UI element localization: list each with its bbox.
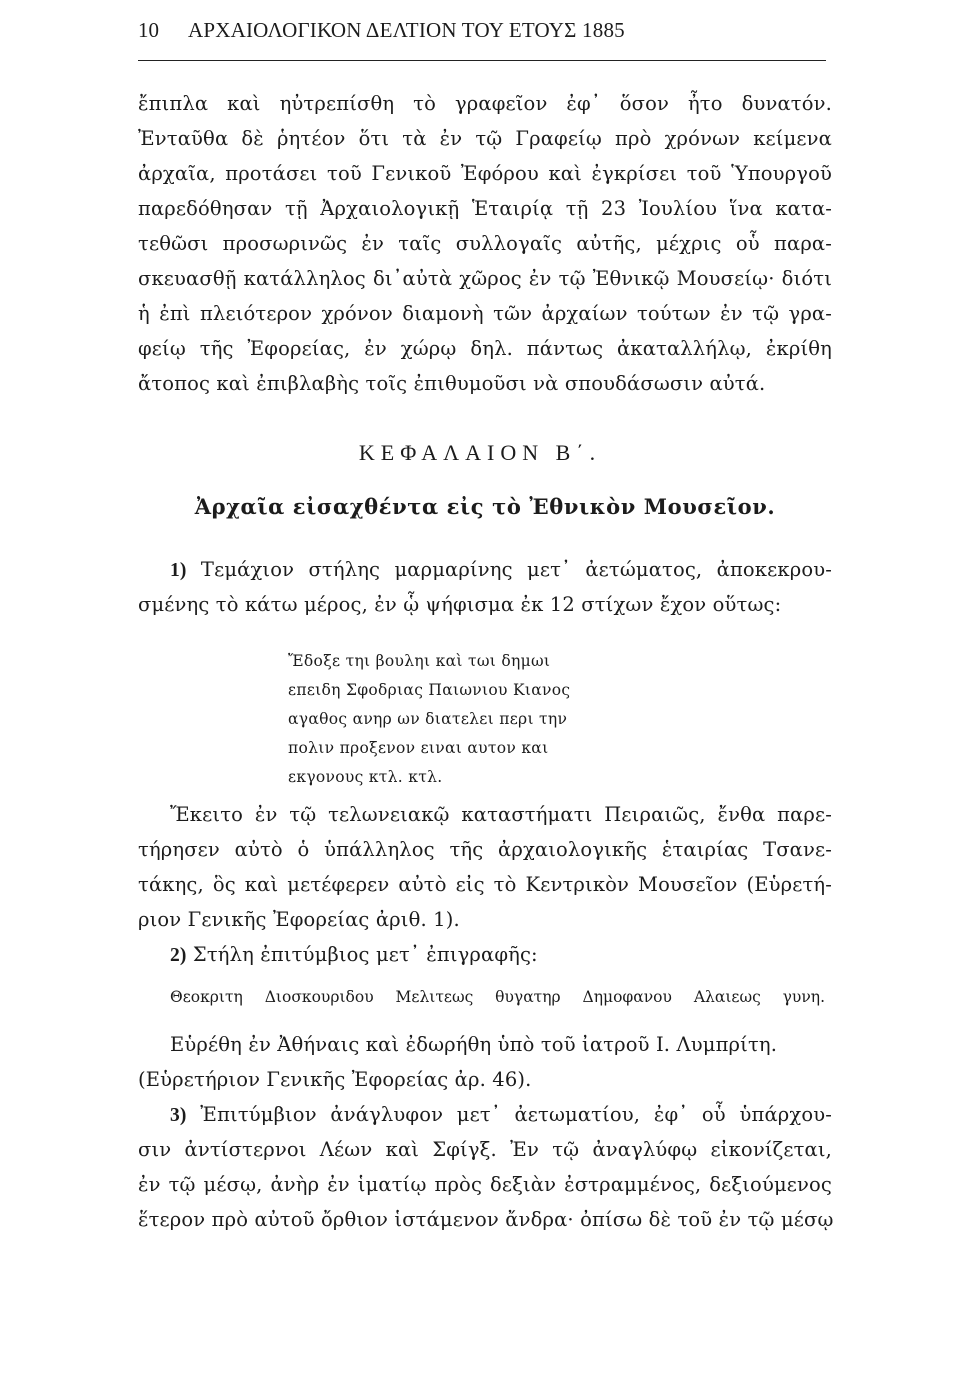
item-2-number: 2) [170,945,187,966]
inscription-line: Ἔδοξε τηι βουληι καὶ τωι δημωι [288,652,551,670]
item-3-number: 3) [170,1105,187,1126]
note-line: τάκης, ὃς καὶ μετέφερεν αὐτὸ εἰς τὸ Κεντρικὸν Μουσεῖον (Εὑρετή- [138,873,832,896]
text-line: ἀρχαῖα, προτάσει τοῦ Γενικοῦ Ἐφόρου καὶ ἐγκρίσει τοῦ Ὑπουργοῦ [138,162,832,185]
inscription-line: εκγονους κτλ. κτλ. [288,768,443,786]
item-2-text: Στήλη ἐπιτύμβιος μετ᾽ ἐπιγραφῆς: [192,943,538,966]
text-line: τεθῶσι προσωρινῶς ἐν ταῖς συλλογαῖς αὐτῆς, μέχρις οὗ παρα- [138,232,832,255]
item-1-line [170,558,832,582]
item-2-line [170,943,832,967]
inscription-line: Θεοκριτη Διοσκουριδου Μελιτεως θυγατηρ Δημοφανου Αλαιεως γυνη. [170,988,825,1006]
item-1-number: 1) [170,560,187,581]
item-3-line: ἕτερον πρὸ αὐτοῦ ὄρθιον ἱστάμενον ἄνδρα· ὀπίσω δὲ τοῦ ἐν τῷ μέσῳ [138,1208,834,1231]
inscription-line: αγαθος ανηρ ων διατελει περι την [288,710,568,728]
note-line: ριον Γενικῆς Ἐφορείας ἀριθ. 1). [138,908,460,931]
section-title: Ἀρχαῖα εἰσαχθέντα εἰς τὸ Ἐθνικὸν Μουσεῖον. [194,494,776,519]
inscription-line: επειδη Σφοδριας Παιωνιου Κιανος [288,681,571,699]
chapter-title: ΚΕΦΑΛΑΙΟΝ Β΄. [358,440,602,465]
item-1-text: Τεμάχιον στήλης μαρμαρίνης μετ᾽ ἀετώματος, ἀποκεκρου- [200,558,832,581]
text-line: ἔπιπλα καὶ ηὐτρεπίσθη τὸ γραφεῖον ἐφ᾽ ὅσον ἦτο δυνατόν. [138,92,832,115]
text-line: παρεδόθησαν τῇ Ἀρχαιολογικῇ Ἑταιρίᾳ τῇ 23 Ἰουλίου ἵνα κατα- [138,197,832,220]
text-line: ἡ ἐπὶ πλειότερον χρόνον διαμονὴ τῶν ἀρχαίων τούτων ἐν τῷ γρα- [138,302,832,325]
header-rule [138,60,826,61]
text-line: σκευασθῇ κατάλληλος δι᾽αὐτὰ χῶρος ἐν τῷ Ἐθνικῷ Μουσείῳ· διότι [138,267,832,290]
running-title: ΑΡΧΑΙΟΛΟΓΙΚΟΝ ΔΕΛΤΙΟΝ ΤΟΥ ΕΤΟΥΣ 1885 [188,18,625,42]
text-line: ἄτοπος καὶ ἐπιβλαβὴς τοῖς ἐπιθυμοῦσι νὰ σπουδάσωσιν αὐτά. [138,372,766,395]
note-line: τήρησεν αὐτὸ ὁ ὑπάλληλος τῆς ἀρχαιολογικῆς ἑταιρίας Τσανε- [138,838,832,861]
item-3-text: Ἐπιτύμβιον ἀνάγλυφον μετ᾽ ἀετωματίου, ἐφ᾽ οὗ ὑπάρχου- [200,1103,832,1126]
text-line: Ἐνταῦθα δὲ ῥητέον ὅτι τὰ ἐν τῷ Γραφείῳ πρὸ χρόνων κείμενα [138,127,832,150]
item-3-line: ἐν τῷ μέσῳ, ἀνὴρ ἐν ἱματίῳ πρὸς δεξιὰν ἐστραμμένος, δεξιούμενος [138,1173,832,1196]
note-line: Ἔκειτο ἐν τῷ τελωνειακῷ καταστήματι Πειραιῶς, ἔνθα παρε- [170,803,832,826]
note-line: (Εὑρετήριον Γενικῆς Ἐφορείας ἀρ. 46). [138,1068,532,1091]
inscription-line: πολιν προξενον ειναι αυτον και [288,739,549,757]
page-number: 10 [138,18,159,42]
item-3-line: σιν ἀντίστερνοι Λέων καὶ Σφίγξ. Ἐν τῷ ἀναγλύφῳ εἰκονίζεται, [138,1138,832,1161]
text-line: φείῳ τῆς Ἐφορείας, ἐν χώρῳ δηλ. πάντως ἀκαταλλήλῳ, ἐκρίθη [138,337,832,360]
running-header [138,18,826,48]
item-3-line [170,1103,832,1127]
note-line: Εὑρέθη ἐν Ἀθήναις καὶ ἐδωρήθη ὑπὸ τοῦ ἰατροῦ Ι. Λυμπρίτη. [170,1033,778,1056]
item-1-line: σμένης τὸ κάτω μέρος, ἐν ᾧ ψήφισμα ἐκ 12 στίχων ἔχον οὕτως: [138,593,782,616]
